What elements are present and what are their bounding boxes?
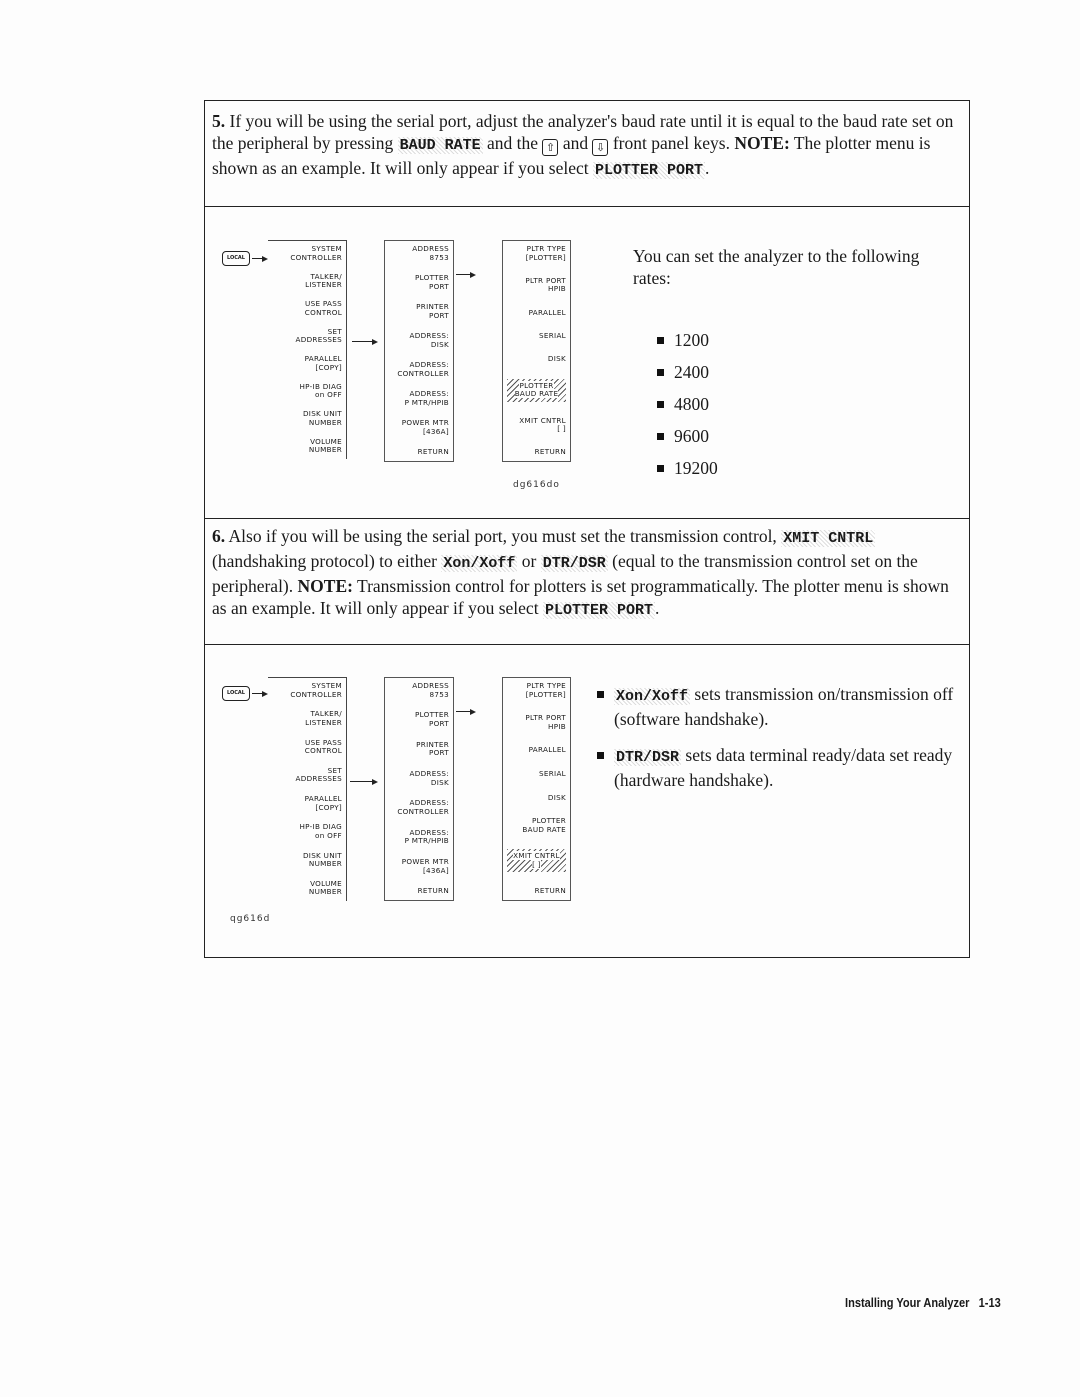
rates-list [657,329,718,489]
softkey-text: ADDRESS 8753 [412,244,449,262]
softkey-label [507,849,566,872]
softkey-label [272,410,342,427]
text: If you will be using the serial port, adjust the analyzer's baud rate until it is equal to the baud rate set on the peripheral by pressing [212,111,954,153]
softkey-label [272,328,342,345]
softkey-label [272,823,342,840]
rate-item [657,329,718,361]
softkey-text: RETURN [417,886,449,896]
softkey-text: PLTR PORT HPIB [525,275,566,294]
arrow-icon [350,781,376,782]
local-key-icon: LOCAL [222,686,250,701]
softkey-label [507,448,566,457]
softkey-text: PLTR PORT HPIB [525,713,566,731]
softkey-text: TALKER/ LISTENER [305,709,342,727]
arrow-icon [352,341,376,342]
plotter-menu [502,677,571,901]
rate-item [657,393,718,425]
softkey-text: PRINTER PORT [416,739,449,758]
softkey-label [507,379,566,402]
softkey-label [389,887,449,896]
rates-intro: You can set the analyzer to the following rates: [633,246,920,288]
step-5-text [212,110,962,182]
softkey-text: PLOTTER BAUD RATE [514,380,559,399]
softkey-label [272,438,342,455]
text: or [517,551,541,571]
softkey-label [389,274,449,291]
plotter-menu [502,240,571,462]
rate-value: 9600 [674,426,709,446]
softkey-text: RETURN [417,447,449,457]
text: (handshaking protocol) to either [212,551,442,571]
softkey-dtr-dsr: DTR/DSR [542,555,606,572]
bullet-icon [597,691,604,698]
softkey-label [507,794,566,803]
softkey-text: ADDRESS 8753 [412,681,449,699]
arrow-icon [456,274,474,275]
divider [204,644,970,645]
softkey-text: PARALLEL [528,745,566,755]
softkey-text: HP-IB DIAG on OFF [299,381,342,400]
softkey-label [507,746,566,755]
text: sets data terminal ready/data set ready (hardware handshake). [614,745,953,790]
softkey-text: DISK [547,354,566,364]
softkey-text: SET ADDRESSES [295,765,342,784]
softkey-label [507,277,566,294]
softkey-text: DISK UNIT NUMBER [302,850,342,869]
softkey-text: PARALLEL [528,307,566,317]
arrow-icon [456,711,474,712]
text: . [705,158,710,178]
divider [204,518,970,519]
softkey-label [507,332,566,341]
softkey-label [389,332,449,349]
figure-id: qg616d [230,914,271,924]
softkey-label [507,417,566,434]
bullet-icon [597,752,604,759]
softkey-label [389,711,449,728]
bullet-icon [657,433,664,440]
softkey-text: HP-IB DIAG on OFF [299,822,342,840]
bullet-icon [657,337,664,344]
arrow-icon [252,693,266,694]
softkey-text: POWER MTR [436A] [401,857,449,875]
local-key-icon: LOCAL [222,251,250,266]
softkey-plotter-port: PLOTTER PORT [544,602,653,619]
up-arrow-key-icon: ⇧ [542,139,558,156]
text: (equal to the transmission control set on the peripheral). [212,551,918,596]
softkey-text: ADDRESS: P MTR/HPIB [404,827,449,846]
bullet-icon [657,401,664,408]
softkey-label [272,245,342,262]
softkey-text: VOLUME NUMBER [308,436,342,455]
softkey-text: TALKER/ LISTENER [305,271,342,290]
text: and [558,133,593,153]
softkey-label [389,361,449,378]
note-label: NOTE: [734,133,790,153]
step-number: 5. [212,111,226,131]
softkey-label [272,852,342,869]
softkey-text: USE PASS CONTROL [304,737,342,756]
system-menu [268,240,347,459]
softkey-label [507,887,566,896]
divider [204,206,970,207]
softkey-label [272,300,342,317]
figure-id: dg616do [513,480,560,490]
softkey-text: POWER MTR [436A] [401,418,449,436]
handshake-item [597,744,965,791]
softkey-label [272,767,342,784]
softkey-label [272,682,342,699]
softkey-label [272,710,342,727]
softkey-label [272,880,342,897]
down-arrow-key-icon: ⇩ [592,139,608,156]
softkey-label [389,448,449,457]
softkey-label [389,858,449,875]
rate-item [657,425,718,457]
softkey-text: SERIAL [539,331,566,341]
softkey-label [272,739,342,756]
softkey-text: PARALLEL [COPY] [304,794,342,812]
softkey-text: VOLUME NUMBER [308,878,342,897]
softkey-text: SERIAL [539,768,566,778]
softkey-label [389,829,449,846]
address-menu [384,240,454,462]
softkey-text: PLOTTER PORT [414,273,449,291]
softkey-text: SYSTEM CONTROLLER [290,244,342,262]
softkey-label [507,714,566,731]
bullet-icon [657,465,664,472]
softkey-text: SET ADDRESSES [295,326,342,345]
softkey-baud-rate: BAUD RATE [399,137,481,154]
softkey: Xon/Xoff [616,688,689,705]
softkey-text: ADDRESS: DISK [409,331,449,349]
text: . [654,598,660,618]
softkey-text: XMIT CNTRL [ ] [519,415,566,434]
softkey-text: PLOTTER BAUD RATE [522,816,566,834]
text: and the [482,133,543,153]
softkey-text: PRINTER PORT [416,302,449,320]
softkey-text: PLOTTER PORT [414,710,449,728]
softkey-label [389,799,449,816]
note-label: NOTE: [297,576,353,596]
softkey-label [507,355,566,364]
rate-value: 1200 [674,330,709,350]
rate-value: 4800 [674,394,709,414]
system-menu [268,677,347,901]
softkey-text: RETURN [534,886,566,896]
text: sets transmission on/transmission off (software handshake). [614,684,954,729]
softkey-label [389,303,449,320]
softkey-text: PLTR TYPE [PLOTTER] [525,244,566,262]
page-number: 1-13 [978,1295,1001,1310]
softkey-xmit-cntrl: XMIT CNTRL [783,530,874,547]
rate-value: 2400 [674,362,709,382]
softkey-label [272,795,342,812]
softkey-label [507,682,566,699]
softkey-label [389,245,449,262]
softkey-label [389,419,449,436]
softkey-text: RETURN [534,447,566,457]
softkey-label [389,390,449,407]
softkey-text: ADDRESS: P MTR/HPIB [404,389,449,407]
bullet-icon [657,369,664,376]
page-footer [845,1295,1001,1310]
handshake-item [597,683,965,730]
softkey-label [507,309,566,318]
softkey-text: XMIT CNTRL [ ] [513,851,560,869]
softkey-text: ADDRESS: CONTROLLER [397,798,449,816]
softkey-text: ADDRESS: CONTROLLER [397,360,449,378]
softkey-label [389,682,449,699]
softkey-label [507,770,566,779]
softkey-label [389,770,449,787]
address-menu [384,677,454,901]
step-6-text [212,525,962,622]
softkey-text: USE PASS CONTROL [304,299,342,317]
footer-section: Installing Your Analyzer [845,1295,970,1310]
softkey-label [272,273,342,290]
text: Transmission control for plotters is set programmatically. The plotter menu is shown as an example. It will only appear if you select [212,576,949,618]
rate-value: 19200 [674,458,718,478]
softkey-label [272,383,342,400]
softkey: DTR/DSR [616,749,680,766]
softkey-text: ADDRESS: DISK [409,769,449,787]
softkey-text: SYSTEM CONTROLLER [290,681,342,699]
softkey-xon-xoff: Xon/Xoff [443,555,516,572]
softkey-text: PARALLEL [COPY] [304,354,342,372]
softkey-text: DISK UNIT NUMBER [302,409,342,427]
text: Also if you will be using the serial port, you must set the transmission control, [225,526,782,546]
softkey-text: PLTR TYPE [PLOTTER] [525,681,566,699]
step-number: 6. [212,526,226,546]
softkey-text: DISK [547,792,566,802]
softkey-label [389,741,449,758]
rate-item [657,361,718,393]
softkey-plotter-port: PLOTTER PORT [595,162,704,179]
rate-item [657,457,718,489]
softkey-label [507,245,566,262]
softkey-label [272,355,342,372]
arrow-icon [252,258,266,259]
softkey-label [507,817,566,834]
handshake-list [597,683,965,805]
text: The plotter menu is shown as an example. It will only appear if you select [212,133,931,178]
text: front panel keys. [608,133,735,153]
